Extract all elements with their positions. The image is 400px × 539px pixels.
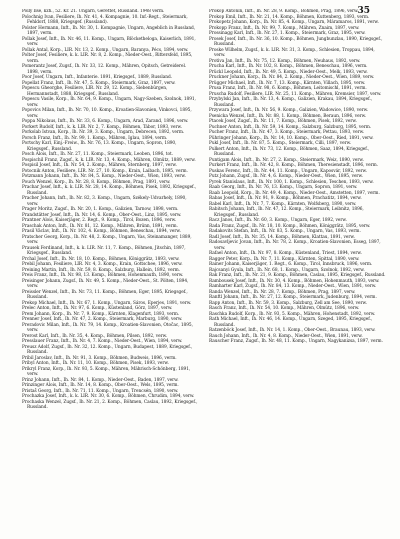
list-entry: Puntigam Alois, Inft., Ih. Nr. 27, 2. Komp., Steiermark, Weiz, 1890, verw. (209, 157, 364, 163)
list-entry: Protiva Jan, Inft., Ih. Nr. 75, 12. Komp., Böhmen, Neuhaus, 1892, verw. (209, 58, 361, 64)
list-entry: Prochazka Josef, Inft., k. k. LIR. Nr. 30, 6. Komp., Böhmen, Chrudim, 1894, verw. (22, 394, 195, 399)
list-entry: Ramharter Karl, Zugsf., Ih. Nr. 84, 13. Komp., Nieder-Oest., Wien, 1891, verw. (209, 284, 377, 289)
list-entry: Pollak Antal, Korp., LIR. Nr. 13, 2. Komp., Ungarn, Baranya, Pécs, 1894, verw. (22, 47, 189, 53)
list-entry: Rada Franz, Zugsf., Ih. Nr. 18, 10. Komp., Böhmen, Königgrätz, 1895, verw. (209, 223, 371, 229)
list-entry: Rasch Franz, Inft., Ih. Nr. 54, 10. Komp., Mähren, Olmütz, 1896, verw. (209, 306, 360, 311)
list-entry: Prochaska Wenzel, Zugsf., Ih. Nr. 21, 2. Komp., Böhmen, Caslau, 1892, Kriegsgef., Russland. (22, 399, 198, 410)
list-entry: Pospischil Franz, Zugsf., k. k. LIR. Nr. 13, 4. Komp., Mähren, Olmütz, 1889, verw. (22, 157, 196, 163)
list-entry: Radl Josef, Inft., Ih. Nr. 35, 14. Komp., Böhmen, Klattau, 1891, verw. (209, 234, 355, 240)
list-entry: Preisinger Johann, Zugsf., Ih. Nr. 49, 5. Komp., Nieder-Oest., St. Pölten, 1894, verw. (22, 278, 189, 289)
list-entry: Portschy Karl, Einj.-Freiw., Ih. Nr. 76, 13. Komp., Ungarn, Sopron, 1890, Kriegsgef., Russland. (22, 141, 177, 152)
list-entry: Ranftl Johann, Inft., Ih. Nr. 27, 12. Komp., Steiermark, Judenburg, 1894, verm. (209, 295, 377, 300)
list-entry: Prinzinger Alois, Inft., Ih. Nr. 14, 8. Komp., Ober-Oest., Wels, 1895, verm. (22, 383, 179, 388)
list-entry: Prokopp Franz, Inft., Ih. Nr. 99, 7. Komp., Mähren, Znaim, 1897, verw. (209, 25, 360, 31)
list-entry: Popescu Gheorghe, Fesiliere, LIR. Nr. 29, 12. Komp., Siebenbürgen, Hermannstadt, 1888, Kriegsgef., Russland. (22, 86, 168, 97)
list-entry: Racz Janos, Inft., Ih. Nr. 60, 3. Komp., Ungarn, Eger, 1892, verw. (209, 218, 347, 223)
list-entry: Pukl Josef, Inft., Ih. Nr. 87, 5. Komp., Steiermark, Cilli, 1897, verw. (209, 141, 352, 146)
list-entry: Pribyl Anton, Inft., Ih. Nr. 11, 10. Komp., Böhmen, Pisek, 1893, verw. (22, 361, 169, 366)
list-entry: Pristaš Georg, Inft., Ih. Nr. 71, 11. Komp., Ungarn, Trencsén, 1890, verw. (22, 388, 179, 394)
list-entry: Popellat Franz, Inft., Ih. Nr. 47, 5. Komp., Steiermark, Graz, 1897, verw. (22, 80, 176, 86)
list-entry: Praschak Anton, Inft., Ih. Nr. 81, 12. Komp., Mähren, Brünn, 1891, verm. (22, 223, 178, 229)
list-entry: Pollak Josef, Inft., Ih. Nr. 46, 11. Komp., Ungarn, Blöcketheloga, Kaiserlich, 1891, verw. (22, 36, 196, 47)
list-entry: Rath Michael, Inft., Ih. Nr. 46, 14. Komp., Ungarn, Szeged, 1895, Kriegsgef., Russland. (209, 317, 373, 328)
list-entry: Prügger Michael, Inft., Ih. Nr. 7, 13. Komp., Kärnten, Villach, 1895, verw. (209, 80, 366, 86)
list-entry: Rapp Anton, Inft., Ih. Nr. 59, 3. Komp., Salzburg, Zell am See, 1890, verw. (209, 300, 367, 306)
list-entry: Preusz Adolf, Zugsf., Ih. Nr. 32, 12. Komp., Ungarn, Budapest, 1889, Kriegsgef., Russland. (22, 344, 193, 355)
list-entry: Polster Hermann, Inft., Ih. Nr. 30, 1. Kompagnie, Ungarn, Angeblich in Russland, 1897, verm. (22, 25, 196, 36)
left-column (22, 9, 199, 533)
list-entry: Rabel Karl, Inft., Ih. Nr. 7, 7. Komp., Kärnten, Wolfsberg, 1890, verw. (209, 201, 357, 207)
list-entry: Pühringer Johann, Korp., Ih. Nr. 14, 10. Komp., Ober-Oest., Ried, 1891, verw. (209, 135, 374, 141)
list-entry: Pyrek Stanislaus, Inft., Ih. Nr. 100, 1. Komp., Schlesien, Teschen, 1893, verw. (209, 179, 374, 185)
list-entry: Porsch Franz, Inft., Ih. Nr. 99, 1. Komp., Mähren, Iglau, 1894, verm. (22, 135, 168, 141)
list-entry: Rauch Johann, Inft., Ih. Nr. 4, 8. Komp., Nieder-Oest., Wien, 1891, verw. (209, 333, 363, 339)
list-entry: Potzmann Johann, Inft., Ih. Nr. 84, 5. Komp., Nieder-Oest., Wien, 1893, verw. (22, 174, 186, 179)
list-entry: Prebil Johann, Fesiliere, LIR. Nr. 4, 3. Komp., Krain, Gottschee, 1896, verw. (22, 262, 183, 267)
list-entry: Prekop Michael, Inft., Ih. Nr. 67, 1. Komp., Ungarn, Sáros, Eperjes, 1891, verw. (22, 300, 192, 306)
list-entry: Pouch Wenzel, Korp., Ih. Nr. 28, 8. Komp., Böhmen, Prag, 1891, verw. (22, 179, 171, 185)
list-entry: Prenner Josef, Inft., Ih. Nr. 47, 2. Komp., Steiermark, Marburg, 1890, verw. (22, 317, 183, 322)
list-entry: Pospisil Josef, Inft., Ih. Nr. 54, 2. Komp., Mähren, Sternberg, 1897, verw. (22, 163, 177, 168)
list-entry: Rainer Johann, Kaiserjäger, 1. Regt., 6. Komp., Tirol, Innsbruck, 1896, verm. (209, 262, 373, 267)
list-entry: Prokop Emil, Inft., Ih. Nr. 21, 14. Komp., Böhmen, Kuttenberg, 1893, verm. (209, 14, 370, 20)
list-entry: Preradovic Milan, Inft., Ih. Nr. 79, 14. Komp., Kroatien-Slavonien, Otočac, 1895, verw. (22, 322, 193, 333)
list-entry: Prchal Josef, Inft., Ih. Nr. 18, 10. Komp., Böhmen, Königgrätz, 1893, verw. (22, 256, 180, 262)
list-entry: Puchner Anton, Inft., Ih. Nr. 59, 14. Komp., Salzburg, Salzburg, 1895, verm. (209, 124, 372, 130)
list-entry: Pomerantz Josef, Zugsf., Ih. Nr. 33, 12. Komp., Mähren, Opitsch, Getreiderel. 1898, verm. (22, 64, 187, 75)
list-entry: Pruckner Johann, Korp., Ih. Nr. 84, 2. Komp., Nieder-Oest., Wien, 1889, verw. (209, 75, 375, 80)
list-entry: Prandstätter Josef, Inft., Ih. Nr. 14, 6. Komp., Ober-Oest., Linz, 1895, verw. (22, 212, 182, 218)
list-entry: Popovics Milan, Inft., Ih. Nr. 70, 10. Komp., Kroatien-Slavonien, Vinkovci, 1895, verw. (22, 108, 192, 119)
list-entry: Pribil Jaroslav, Inft., Ih. Nr. 91, 3. Komp., Böhmen, Budweis, 1896, verm. (22, 355, 177, 361)
list-entry: Purkert Franz, Inft., Ih. Nr. 42, 8. Komp., Böhmen, Theresienstadt, 1896, verm. (209, 163, 378, 168)
list-entry: Prusa Franz, Inft., Ih. Nr. 98, 6. Komp., Böhmen, Leitomischl, 1891, verm. (209, 86, 367, 91)
list-entry: Posch Alois, Inft., Ih. Nr. 27, 11. Komp., Steiermark, Leoben, 1896, tot. (22, 152, 173, 157)
list-entry: Pratscher Georg, Korp., Ih. Nr. 48, 2. Komp., Ungarn, Vas, Steinamanger, 1889, verw. (22, 234, 192, 245)
list-entry: Ragger Peter, Korp., Ih. Nr. 7, 11. Komp., Kärnten, Spittal, 1890, verw. (209, 256, 360, 262)
list-entry: Prucha Karl, Inft., Ih. Nr. 102, 8. Komp., Böhmen, Beneschau, 1896, verm. (209, 64, 368, 69)
list-entry: Poppa Nikolaus, Inft., Ih. Nr. 33, 6. Komp., Ungarn, Arad, Zarand, 1896, verw. (22, 119, 189, 124)
list-entry: Porkolab Istvan, Korp., Ih. Nr. 39, 3. Komp., Ungarn, Debrecen, 1892, verm. (22, 130, 185, 135)
list-entry: Raschka Rudolf, Korp., Ih. Nr. 93, 5. Komp., Mähren, Hohenstadt, 1892, verw. (209, 311, 376, 317)
list-entry: Presslauer Franz, Inft., Ih. Nr. 4, 7. Komp., Nieder-Oest., Wien, 1894, verw. (22, 339, 183, 344)
list-entry: Polter Josef, Fesiliere, k. k. LIR. Nr. 8, 2. Komp., Nieder-Oest., Rittersfeld, 1895, verm. (22, 53, 193, 64)
list-entry: Prokopetz Johann, Korp., Ih. Nr. 85, 4. Komp., Ungarn, Máramaros, 1891, verw. (209, 20, 379, 25)
list-entry: Potocnik Anton, Fesiliere, LIR. Nr. 27, 10. Komp., Krain, Laibach, 1895, verm. (22, 168, 188, 174)
list-entry: Pracher Johann, Inft., Ih. Nr. 82, 3. Komp., Ungarn, Székely-Udvarhely, 1890, verw. (22, 196, 187, 207)
list-entry: Raab Georg, Inft., Ih. Nr. 76, 13. Komp., Ungarn, Sopron, 1891, verw. (209, 185, 358, 190)
list-entry: Ptacek Josef, Zugsf., Ih. Nr. 11, 7. Komp., Böhmen, Pisek, 1892, verw. (209, 119, 357, 124)
list-entry: Radosavljevic Jovan, Inft., Ih. Nr. 78, 2. Komp., Kroatien-Slavonien, Esseg, 1897, verw. (209, 240, 381, 251)
list-entry: Randa Wenzel, Inft., Ih. Nr. 28, 7. Komp., Böhmen, Prag, 1897, verw. (209, 289, 356, 295)
list-entry: Rabas Josef, Inft., Ih. Nr. 91, 9. Komp., Böhmen, Prachatitz, 1894, verw. (209, 196, 362, 201)
list-entry: Porkert Rudolf, Inft., k. k. LIR. Nr. 2, 7. Komp., Böhmen, Tábor, 1893, verw. (22, 124, 182, 130)
list-entry: Prem Johann, Korp., Ih. Nr. 7, 9. Komp., Kärnten, Klagenfurt, 1893, verm. (22, 311, 180, 317)
list-entry: Prossinagg Karl, Inft., Ih. Nr. 27, 1. Komp., Steiermark, Graz, 1895, verw. (209, 31, 366, 36)
list-entry: Ratzenböck Josef, Inft., Ih. Nr. 14, 1. Komp., Ober-Oest., Braunau, 1893, verw. (209, 328, 376, 333)
list-entry: Rauscher Franz, Zugsf., Ih. Nr. 48, 11. Komp., Ungarn, Nagykanizsa, 1897, verm. (209, 339, 383, 344)
list-entry: Prausek Ferdinand, Inft., k. k. LIR. Nr. 11, 7. Komp., Böhmen, Jitschin, 1897, Kriegsgef., Russland. (22, 245, 186, 256)
list-entry: Rafael Anton, Inft., Ih. Nr. 97, 8. Komp., Küstenland, Triest, 1894, verw. (209, 251, 362, 256)
list-entry: Prantner Alois, Kaiserjäger, 2. Regt., 9. Komp., Tirol, Bozen, 1896, verw. (22, 218, 177, 223)
list-entry: Putz Johann, Zugsf., Ih. Nr. 4, 6. Komp., Nieder-Oest., Wien, 1895, verw. (209, 174, 363, 179)
list-entry: Pruscha Rudolf, Fesiliere, LIR. Nr. 25, 11. Komp., Mähren, Kremsier, 1897, verw. (209, 91, 382, 97)
list-entry: Rak Franz, Inft., Ih. Nr. 21, 9. Komp., Böhmen, Caslau, 1895, Kriegsgef., Russland. (209, 273, 386, 278)
list-entry: Puskas Ferenc, Inft., Ih. Nr. 44, 11. Komp., Ungarn, Kaposvár, 1892, verw. (209, 168, 367, 174)
list-entry: Prokop Antonin, Inft., Ih. Nr. 28, 9. Komp., Böhmen, Prag, 1896, verw. (209, 9, 359, 14)
list-entry: Przywara Josef, Inft., Ih. Nr. 56, 9. Komp., Galizien, Wadowice, 1890, verw. (209, 108, 369, 113)
list-entry: Preis Franz, Inft., Ih. Nr. 98, 13. Komp., Böhmen, Hohenmauth, 1890, verw. (22, 273, 184, 278)
list-entry: Preining Martin, Inft., Ih. Nr. 59, 8. Komp., Salzburg, Hallein, 1892, verm. (22, 267, 180, 273)
list-entry: Prikryl Franz, Korp., Ih. Nr. 93, 5. Komp., Mähren, Mährisch-Schönberg, 1891, verw. (22, 366, 191, 377)
list-entry: Popescu Vasile, Korp., Ih. Nr. 64, 9. Komp., Ungarn, Nagy-Szeben, Szolnok, 1891, verw. (22, 97, 196, 108)
list-entry: Prosek Josef, Inft., Ih. Nr. 36, 10. Komp., Böhmen, Jungbunzlau, 1890, Kriegsgef., Russland. (209, 36, 383, 47)
list-entry: Rabitsch Johann, Inft., Ih. Nr. 47, 12. Komp., Steiermark, Leibnitz, 1896, Kriegsgef., Russland. (209, 207, 364, 218)
list-entry: Polly Ilse, kzh., 52. Kr. 21. Ungarn, Gerettet, Russland. 1948 verm. (22, 9, 165, 14)
list-entry: Prachar Josef, Inft., k. k. LIR. Nr. 28, 14. Komp., Böhmen, Pisek, 1892, Kriegsgef., Russland. (22, 185, 197, 196)
list-entry: Pulkert Anton, Inft., Ih. Nr. 73, 12. Komp., Böhmen, Saaz, 1894, Kriegsgef., Russland. (209, 146, 370, 157)
list-entry: Rajcsanyi Gyula, Inft., Ih. Nr. 68, 1. Komp., Ungarn, Szolnok, 1892, verw. (209, 267, 365, 273)
list-entry: Prasil Václav, Inft., Ih. Nr. 102, 4. Komp., Böhmen, Beneschau, 1894, verw. (22, 229, 181, 234)
list-entry: Raab Leopold, Korp., Ih. Nr. 49, 4. Komp., Nieder-Oest., Amstetten, 1897, verm. (209, 190, 380, 196)
list-entry: Psenicka Wenzel, Inft., Ih. Nr. 88, 1. Komp., Böhmen, Beraun, 1896, verw. (209, 113, 367, 119)
list-entry: Preissler Wenzel, Inft., Ih. Nr. 73, 11. Komp., Böhmen, Eger, 1895, Kriegsgef., Russland. (22, 289, 188, 300)
list-entry: Prager Moritz, Zugsf., Ih. Nr. 20, 1. Komp., Galizien, Tarnow, 1898, verm. (22, 207, 179, 212)
list-entry: Proske Wilhelm, Zugsf., k. k. LIR. Nr. 31, 3. Komp., Schlesien, Troppau, 1894, verw. (209, 47, 375, 58)
list-entry: Poor Josef, Ungarn, Inft., Infanterie. 1891, Kriegsgef., 1889, Russland. (22, 75, 172, 80)
columns-container (22, 9, 386, 533)
list-entry: Prelec Anton, Inft., Ih. Nr. 97, 6. Komp., Küstenland, Görz, 1897, verw. (22, 306, 173, 311)
list-entry: Rambousek Josef, Inft., Ih. Nr. 30, 4. Komp., Böhmen, Hohenmauth, 1893, verw. (209, 278, 380, 284)
list-entry: Prinz Johann, Inft., Ih. Nr. 84, 1. Komp., Nieder-Oest., Baden, 1897, verw. (22, 377, 179, 383)
list-entry: Przybylski Jan, Inft., Ih. Nr. 13, 4. Komp., Galizien, Krakau, 1894, Kriegsgef., Russland. (209, 97, 373, 108)
list-entry: Prerost Karl, Inft., Ih. Nr. 35, 4. Komp., Böhmen, Pilsen, 1892, verw. (22, 333, 168, 339)
list-entry: Radakovits Stefan, Inft., Ih. Nr. 83, 5. Komp., Ungarn, Vas, 1893, verm. (209, 229, 361, 234)
list-entry: Polochnig Ivan, Fesiliere, Ih. Nr. 41, 4. Kompagnie, 10. Inf.-Regt., Steiermark, Fehldorf, 1888, Kriegsgef. (Russland). (22, 14, 188, 25)
list-entry: Prückl Leopold, Inft., Ih. Nr. 49, 5. Komp., Nieder-Oest., Melk, 1893, verw. (209, 69, 368, 75)
page-number: 35 (357, 6, 370, 16)
list-entry: Pucher Franz, Inft., Ih. Nr. 47, 3. Komp., Steiermark, Pettau, 1893, verw. (209, 130, 365, 135)
right-column (209, 9, 386, 533)
